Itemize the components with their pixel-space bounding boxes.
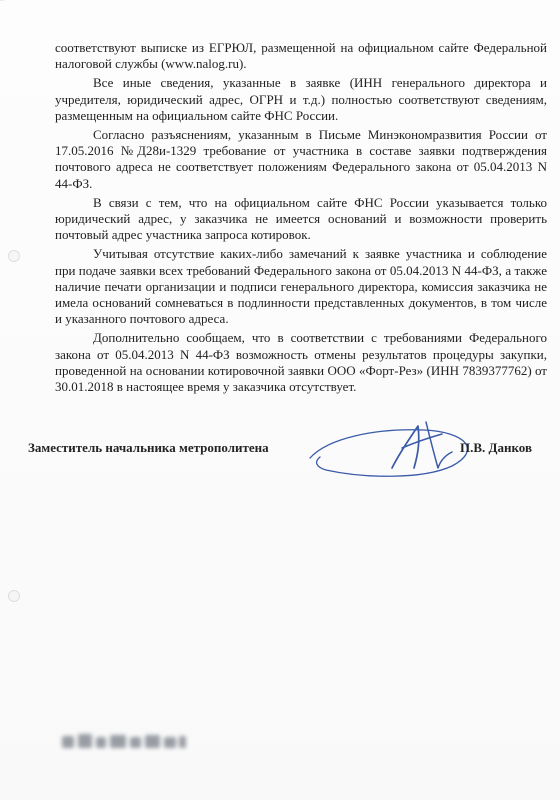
letter-body <box>55 40 547 398</box>
signature-row <box>28 432 548 488</box>
paper-edge-mark <box>0 0 72 15</box>
paragraph-1: соответствуют выписке из ЕГРЮЛ, размещенной на официальном сайте Федеральной налоговой службы (www.nalog.ru). <box>55 40 547 72</box>
paragraph-3: Согласно разъяснениям, указанным в Письме Минэкономразвития России от 17.05.2016 №Д28и-1329 требование от участника в составе заявки подтверждения почтового адреса не соответствует положениям Федерального закона от 05.04.2013 N 44-ФЗ. <box>55 127 547 191</box>
paragraph-2: Все иные сведения, указанные в заявке (ИНН генерального директора и учредителя, юридический адрес, ОГРН и т.д.) полностью соответствуют сведениям, размещенным на официальном сайте ФНС России. <box>55 75 547 123</box>
punch-hole <box>8 590 20 602</box>
paragraph-5: Учитывая отсутствие каких-либо замечаний к заявке участника и соблюдение при подаче заявки всех требований Федерального закона от 05.04.2013 N 44-ФЗ, а также наличие печати организации и подписи генерального директора, комиссия заказчика не имела оснований сомневаться в подлинности представленных документов, в том числе и указанного почтового адреса. <box>55 246 547 327</box>
paragraph-4: В связи с тем, что на официальном сайте ФНС России указывается только юридический адрес, у заказчика не имеется оснований и возможности проверить почтовый адрес участника запроса котировок. <box>55 194 547 243</box>
signer-name: П.В. Данков <box>460 440 532 455</box>
signer-title: Заместитель начальника метрополитена <box>28 440 269 455</box>
paragraph-6: Дополнительно сообщаем, что в соответствии с требованиями Федерального закона от 05.04.2013 N 44-ФЗ возможность отмены результатов процедуры закупки, проведенной на основании котировочной заявки ООО «Форт-Рез» (ИНН 7839377762) от 30.01.2018 в настоящее время у заказчика отсутствует. <box>55 330 547 395</box>
punch-hole <box>8 250 20 262</box>
signature-icon <box>306 412 486 484</box>
blurred-stamp-icon <box>58 728 190 756</box>
